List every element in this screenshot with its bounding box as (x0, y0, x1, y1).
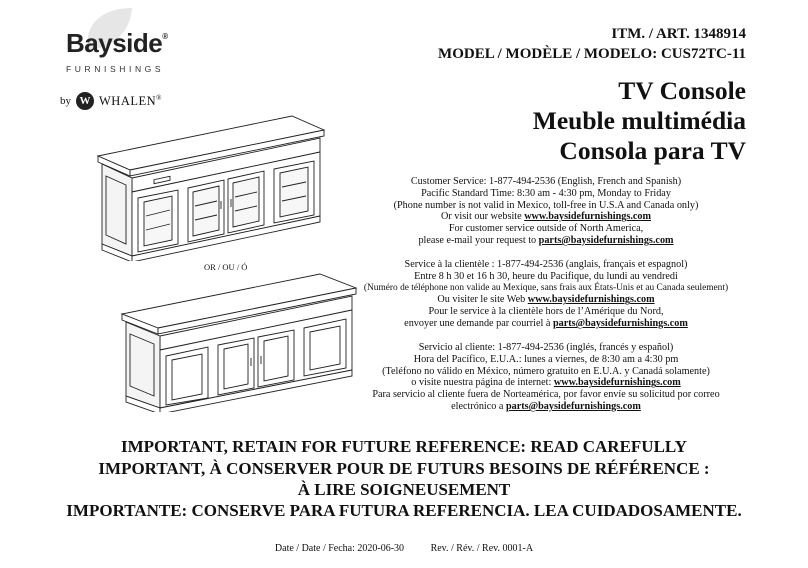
website-link[interactable]: www.baysidefurnishings.com (527, 294, 655, 306)
date-label: Date / Date / Fecha: 2020-06-30 (274, 543, 405, 554)
email-link[interactable]: parts@baysidefurnishings.com (538, 234, 674, 246)
service-block-en (346, 176, 746, 247)
service-block-fr (346, 259, 746, 330)
email-line: electrónico a parts@baysidefurnishings.com (451, 400, 641, 412)
item-number: ITM. / ART. 1348914 (611, 26, 746, 42)
website-line: Ou visiter le site Web www.baysidefurnishings.com (437, 294, 655, 306)
whalen-name: WHALEN® (99, 93, 162, 108)
service-line: (Teléfono no válido en México, número gratuito en E.U.A. y Canadá solamente) (382, 365, 710, 377)
revision-label: Rev. / Rév. / Rev. 0001-A (430, 543, 534, 554)
website-link[interactable]: www.baysidefurnishings.com (553, 377, 681, 389)
footer (0, 543, 808, 554)
whalen-icon: W (76, 92, 94, 110)
website-line: Or visit our website www.baysidefurnishings.com (441, 211, 651, 223)
email-link[interactable]: parts@baysidefurnishings.com (506, 400, 641, 412)
by-label: by (60, 95, 71, 107)
website-line: o visite nuestra página de internet: www.baysidefurnishings.com (411, 377, 681, 389)
service-line: Customer Service: 1-877-494-2536 (English, French and Spanish) (410, 176, 682, 187)
email-link[interactable]: parts@baysidefurnishings.com (552, 317, 688, 329)
service-line: Pacific Standard Time: 8:30 am - 4:30 pm, Monday to Friday (421, 187, 671, 199)
service-line: Entre 8 h 30 et 16 h 30, heure du Pacifique, du lundi au vendredi (414, 270, 678, 282)
bayside-logo (58, 6, 178, 76)
email-line: please e-mail your request to parts@baysidefurnishings.com (418, 234, 674, 246)
or-label: OR / OU / Ó (204, 262, 248, 272)
service-line: (Phone number is not valid in Mexico, toll-free in U.S.A and Canada only) (393, 199, 699, 211)
service-line: Para servicio al cliente fuera de Norteamérica, por favor envíe su solicitud por correo (372, 389, 720, 401)
important-en: IMPORTANT, RETAIN FOR FUTURE REFERENCE: READ CAREFULLY (121, 437, 687, 456)
model-number: MODEL / MODÈLE / MODELO: CUS72TC-11 (438, 46, 746, 62)
brand-tagline: FURNISHINGS (66, 64, 165, 74)
important-es: IMPORTANTE: CONSERVE PARA FUTURA REFERENCIA. LEA CUIDADOSAMENTE. (66, 501, 742, 520)
important-fr-2: À LIRE SOIGNEUSEMENT (297, 480, 511, 499)
email-line: envoyer une demande par courriel à parts@baysidefurnishings.com (404, 317, 688, 329)
service-line: Servicio al cliente: 1-877-494-2536 (inglés, francés y español) (418, 342, 674, 353)
console-drawing-glass (96, 106, 326, 261)
brand-name: Bayside® (66, 28, 168, 58)
console-drawing-solid (120, 262, 360, 412)
title-en: TV Console (618, 76, 746, 105)
service-block-es (346, 342, 746, 413)
service-line: Service à la clientèle : 1-877-494-2536 (anglais, français et espagnol) (404, 259, 688, 270)
important-fr: IMPORTANT, À CONSERVER POUR DE FUTURS BESOINS DE RÉFÉRENCE : (98, 459, 710, 478)
service-line: Hora del Pacífico, E.U.A.: lunes a viernes, de 8:30 am a 4:30 pm (413, 353, 679, 365)
title-fr: Meuble multimédia (532, 106, 746, 135)
service-line: For customer service outside of North America, (448, 223, 644, 235)
website-link[interactable]: www.baysidefurnishings.com (524, 211, 651, 223)
title-es: Consola para TV (559, 136, 746, 165)
service-line: (Numéro de téléphone non valide au Mexique, sans frais aux États-Unis et au Canada seulement) (363, 282, 729, 293)
service-line: Pour le service à la clientèle hors de l’Amérique du Nord, (428, 306, 664, 318)
